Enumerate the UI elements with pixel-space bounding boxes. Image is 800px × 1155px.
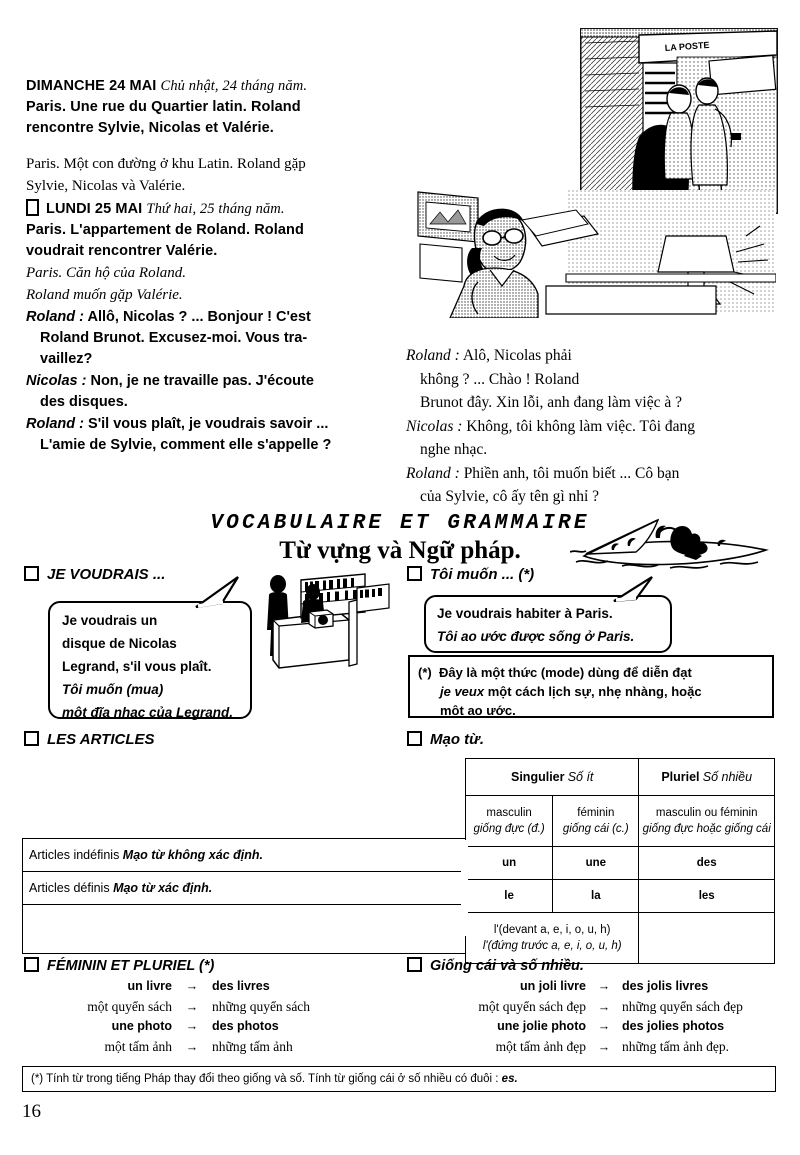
note-line2-b: một cách lịch sự, nhẹ nhàng, hoặc	[484, 684, 702, 699]
section-feminin-pluriel-label: FÉMININ ET PLURIEL (*)	[47, 958, 215, 974]
fp-right-row-1-sg: một quyển sách đẹp	[478, 998, 586, 1014]
day2-marker-box	[26, 199, 39, 216]
dialogue-fr-0-line1: Roland Brunot. Excusez-moi. Vous tra-	[40, 330, 308, 346]
header-pluriel	[639, 759, 775, 796]
bubble-left-line-2: Legrand, s'il vous plaît.	[62, 659, 212, 674]
note-line-3: một ao ước.	[440, 703, 516, 718]
fp-left-row-2-arrow: →	[185, 1019, 199, 1033]
section-je-voudrais	[24, 566, 165, 583]
dialogue-fr-1-line1: des disques.	[40, 394, 128, 410]
fp-right-row-1-arrow: →	[597, 999, 611, 1014]
fp-left-row-2	[22, 1017, 382, 1037]
subheader-pluriel-fr: masculin ou féminin	[655, 807, 758, 819]
fp-right-row-0-sg: un joli livre	[520, 979, 586, 993]
dialogue-vn-0-speaker: Roland :	[406, 347, 460, 364]
dialogue-vn-1-speaker: Nicolas :	[406, 417, 463, 435]
dialogue-fr-0-line2: vaillez?	[40, 351, 93, 367]
page-number: 16	[22, 1101, 41, 1122]
day1-fr-line2: rencontre Sylvie, Nicolas et Valérie.	[26, 120, 274, 136]
speech-bubble-right-tail	[608, 575, 664, 605]
cell-elision	[466, 913, 639, 964]
fp-left-row-2-sg: une photo	[111, 1019, 172, 1033]
cell-elision-vn: l'(đứng trước a, e, i, o, u, h)	[482, 940, 622, 952]
checkbox-les-articles[interactable]	[24, 731, 39, 746]
dialogue-vn-2-line1: của Sylvie, cô ấy tên gì nhỉ ?	[420, 488, 600, 505]
articles-table-grid	[465, 758, 775, 964]
day2-fr-line1: Paris. L'appartement de Roland. Roland	[26, 222, 304, 238]
dialogue-fr-1-speaker: Nicolas :	[26, 373, 87, 389]
speech-bubble-left	[48, 601, 252, 719]
fp-right-row-3-sg: một tấm ảnh đẹp	[495, 1038, 586, 1054]
section-giong-cai-label: Giống cái và số nhiều.	[430, 958, 584, 974]
vietnamese-dialogue-block	[406, 344, 778, 509]
articles-table-subheader-row	[466, 796, 775, 847]
fp-left-row-1-sg: một quyển sách	[87, 998, 172, 1014]
dialogue-fr-0-speaker: Roland :	[26, 309, 84, 325]
note-line-1	[418, 663, 764, 682]
articles-table-labels-grid	[22, 838, 466, 954]
fp-right-row-0-pl: des jolis livres	[622, 979, 709, 993]
fp-right-row-2-arrow: →	[597, 1019, 611, 1033]
dialogue-fr-2-line0: S'il vous plaît, je voudrais savoir ...	[88, 416, 329, 432]
cell-def-feminin: la	[553, 880, 639, 913]
header-singulier	[466, 759, 639, 796]
checkbox-feminin-pluriel[interactable]	[24, 957, 39, 972]
articles-table-header-row	[466, 759, 775, 796]
fp-left-row-1-arrow: →	[185, 999, 199, 1014]
dialogue-vn-0	[406, 344, 778, 415]
label-row-definite	[23, 872, 466, 905]
note-line1-a: Đây là một thức (mode) dùng	[438, 665, 624, 680]
label-row-indefinite	[23, 839, 466, 872]
section-je-voudrais-label: JE VOUDRAIS ...	[47, 566, 166, 583]
footnote-part1: (*) Tính từ trong tiếng Pháp thay đổi theo giống và số. Tính từ giống cái ở số nhiều có đuôi :	[31, 1073, 502, 1085]
dialogue-fr-0-line0: Allô, Nicolas ? ... Bonjour ! C'est	[87, 309, 311, 325]
vocabulary-banner-french: VOCABULAIRE ET GRAMMAIRE	[210, 512, 590, 535]
label-articles-definis-fr: Articles définis	[29, 880, 114, 895]
fp-right-row-1-pl: những quyển sách đẹp	[622, 998, 743, 1014]
dialogue-fr-2-line1: L'amie de Sylvie, comment elle s'appelle ?	[40, 437, 332, 453]
section-toi-muon-label: Tôi muốn ... (*)	[430, 566, 535, 583]
bubble-right-line-1: Tôi ao ước được sống ở Paris.	[437, 629, 635, 644]
day1-fr-line1: Paris. Une rue du Quartier latin. Roland	[26, 99, 301, 115]
windsurfer-illustration	[570, 512, 780, 574]
note-marker: (*)	[418, 665, 432, 680]
dialogue-fr-2	[26, 414, 394, 456]
label-empty-cell	[23, 905, 466, 954]
checkbox-je-voudrais[interactable]	[24, 566, 39, 581]
fp-right-row-2-sg: une jolie photo	[497, 1019, 586, 1033]
articles-table-labels	[22, 838, 466, 938]
record-shop-art	[253, 568, 403, 676]
note-line1-b: để diễn đạt	[623, 665, 692, 680]
feminin-pluriel-list-left	[22, 977, 382, 1057]
dialogue-vn-1-line1: nghe nhạc.	[420, 441, 488, 458]
subheader-masculin-vn: giống đực (đ.)	[473, 823, 545, 835]
section-les-articles-label: LES ARTICLES	[47, 731, 155, 748]
bubble-left-line-3: Tôi muốn (mua)	[62, 682, 164, 697]
label-articles-indefinis	[23, 839, 466, 872]
fp-left-row-1	[22, 997, 382, 1018]
narrative-block	[26, 76, 394, 456]
label-articles-indefinis-fr: Articles indéfinis	[29, 847, 123, 862]
fp-left-row-0	[22, 977, 382, 997]
subheader-feminin	[553, 796, 639, 847]
cell-indef-feminin: une	[553, 847, 639, 880]
note-box	[408, 655, 774, 718]
label-row-empty	[23, 905, 466, 954]
fp-right-row-2-pl: des jolies photos	[622, 1019, 725, 1033]
dialogue-vn-0-line2: Brunot đây. Xin lỗi, anh đang làm việc à ?	[420, 394, 682, 411]
label-articles-indefinis-vn: Mạo từ không xác định.	[122, 847, 263, 862]
bubble-left-line-4: một đĩa nhạc của Legrand.	[62, 705, 234, 720]
fp-right-row-0	[404, 977, 784, 997]
bubble-left-line-0: Je voudrais un	[62, 613, 158, 628]
bubble-right-line-0: Je voudrais habiter à Paris.	[437, 606, 613, 621]
fp-left-row-0-arrow: →	[185, 979, 199, 993]
header-singulier-vn: Số ít	[567, 769, 594, 784]
cell-def-pluriel: les	[639, 880, 775, 913]
day1-fr-heading: DIMANCHE 24 MAI	[26, 78, 157, 94]
dialogue-vn-1-line0: Không, tôi không làm việc. Tôi đang	[466, 417, 696, 435]
fp-right-row-1	[404, 997, 784, 1018]
note-je-veux: je veux	[440, 684, 485, 699]
header-singulier-fr: Singulier	[511, 769, 565, 784]
section-les-articles	[24, 731, 155, 748]
fp-left-row-3	[22, 1037, 382, 1058]
record-shop-illustration	[253, 568, 403, 676]
dialogue-fr-1	[26, 371, 394, 413]
articles-table-elision-row	[466, 913, 775, 964]
footnote-text	[31, 1073, 518, 1085]
fp-right-row-0-arrow: →	[597, 979, 611, 993]
label-articles-definis	[23, 872, 466, 905]
day1-vn-heading: Chủ nhật, 24 tháng năm.	[160, 78, 308, 94]
label-articles-definis-vn: Mạo từ xác định.	[113, 880, 213, 895]
speech-bubble-left-tail	[190, 575, 250, 611]
street-scene-comic-panel	[580, 28, 778, 214]
subheader-feminin-fr: féminin	[577, 807, 615, 819]
subheader-masculin	[466, 796, 553, 847]
fp-left-row-0-sg: un livre	[127, 979, 172, 993]
cell-indef-masculin: un	[466, 847, 553, 880]
cell-def-masculin: le	[466, 880, 553, 913]
section-mao-tu	[407, 731, 484, 748]
day2-heading	[26, 199, 394, 220]
articles-table	[465, 758, 775, 952]
section-feminin-pluriel	[24, 957, 214, 974]
articles-table-definite-row	[466, 880, 775, 913]
day1-vn-line1: Paris. Một con đường ở khu Latin. Roland gặp	[26, 156, 306, 172]
dialogue-vn-2-speaker: Roland :	[406, 464, 460, 482]
dialogue-vn-0-line0: Alô, Nicolas phải	[462, 347, 572, 364]
dialogue-vn-0-line1: không ? ... Chào ! Roland	[420, 370, 580, 388]
day2-fr-line2: voudrait rencontrer Valérie.	[26, 243, 218, 259]
fp-left-row-3-pl: những tấm ảnh	[212, 1038, 293, 1054]
fp-right-row-3	[404, 1037, 784, 1058]
day2-vn-line1: Paris. Căn hộ của Roland.	[26, 265, 186, 281]
dialogue-vn-1	[406, 415, 778, 462]
cell-elision-fr: l'(devant a, e, i, o, u, h)	[493, 924, 611, 936]
dialogue-vn-2	[406, 462, 778, 509]
windsurfer-art	[570, 512, 780, 574]
fp-left-row-2-pl: des photos	[212, 1019, 279, 1033]
day1-vn-line2: Sylvie, Nicolas và Valérie.	[26, 178, 186, 194]
day2-vn-heading: Thứ hai, 25 tháng năm.	[146, 201, 285, 217]
feminin-pluriel-list-right	[404, 977, 784, 1057]
articles-table-indefinite-row	[466, 847, 775, 880]
checkbox-giong-cai[interactable]	[407, 957, 422, 972]
fp-left-row-3-arrow: →	[185, 1039, 199, 1054]
checkbox-toi-muon[interactable]	[407, 566, 422, 581]
subheader-pluriel-vn: giống đực hoặc giống cái	[642, 823, 771, 835]
vocabulary-banner-vietnamese: Từ vựng và Ngữ pháp.	[279, 537, 521, 564]
fp-right-row-3-arrow: →	[597, 1039, 611, 1054]
day1-heading	[26, 76, 394, 97]
section-toi-muon	[407, 566, 534, 583]
note-line-2	[418, 682, 764, 701]
bubble-left-line-1: disque de Nicolas	[62, 636, 177, 651]
dialogue-fr-0	[26, 307, 394, 370]
section-giong-cai	[407, 957, 584, 974]
fp-left-row-3-sg: một tấm ảnh	[104, 1038, 172, 1054]
panel-bottom-art	[416, 190, 776, 318]
day2-fr-heading: LUNDI 25 MAI	[46, 201, 143, 217]
roland-phone-comic-panel	[416, 190, 776, 318]
subheader-masculin-fr: masculin	[486, 807, 532, 819]
day2-vn-line2: Roland muốn gặp Valérie.	[26, 287, 183, 303]
section-mao-tu-label: Mạo từ.	[430, 731, 485, 748]
table-join-mask	[461, 840, 468, 936]
fp-right-row-2	[404, 1017, 784, 1037]
panel-top-art	[581, 29, 777, 213]
cell-indef-pluriel: des	[639, 847, 775, 880]
fp-left-row-0-pl: des livres	[212, 979, 270, 993]
subheader-feminin-vn: giống cái (c.)	[562, 823, 629, 835]
fp-left-row-1-pl: những quyển sách	[212, 998, 311, 1014]
footnote-part2: es.	[501, 1073, 518, 1085]
header-pluriel-fr: Pluriel	[661, 769, 700, 784]
dialogue-fr-2-speaker: Roland :	[26, 416, 84, 432]
dialogue-fr-1-line0: Non, je ne travaille pas. J'écoute	[90, 373, 314, 389]
footnote-box	[22, 1066, 776, 1092]
fp-right-row-3-pl: những tấm ảnh đẹp.	[622, 1038, 730, 1054]
cell-elision-empty	[639, 913, 775, 964]
speech-bubble-right	[424, 595, 672, 653]
subheader-pluriel	[639, 796, 775, 847]
svg-text:LA POSTE: LA POSTE	[664, 39, 710, 53]
checkbox-mao-tu[interactable]	[407, 731, 422, 746]
header-pluriel-vn: Số nhiều	[702, 769, 753, 784]
dialogue-vn-2-line0: Phiền anh, tôi muốn biết ... Cô bạn	[463, 464, 680, 482]
